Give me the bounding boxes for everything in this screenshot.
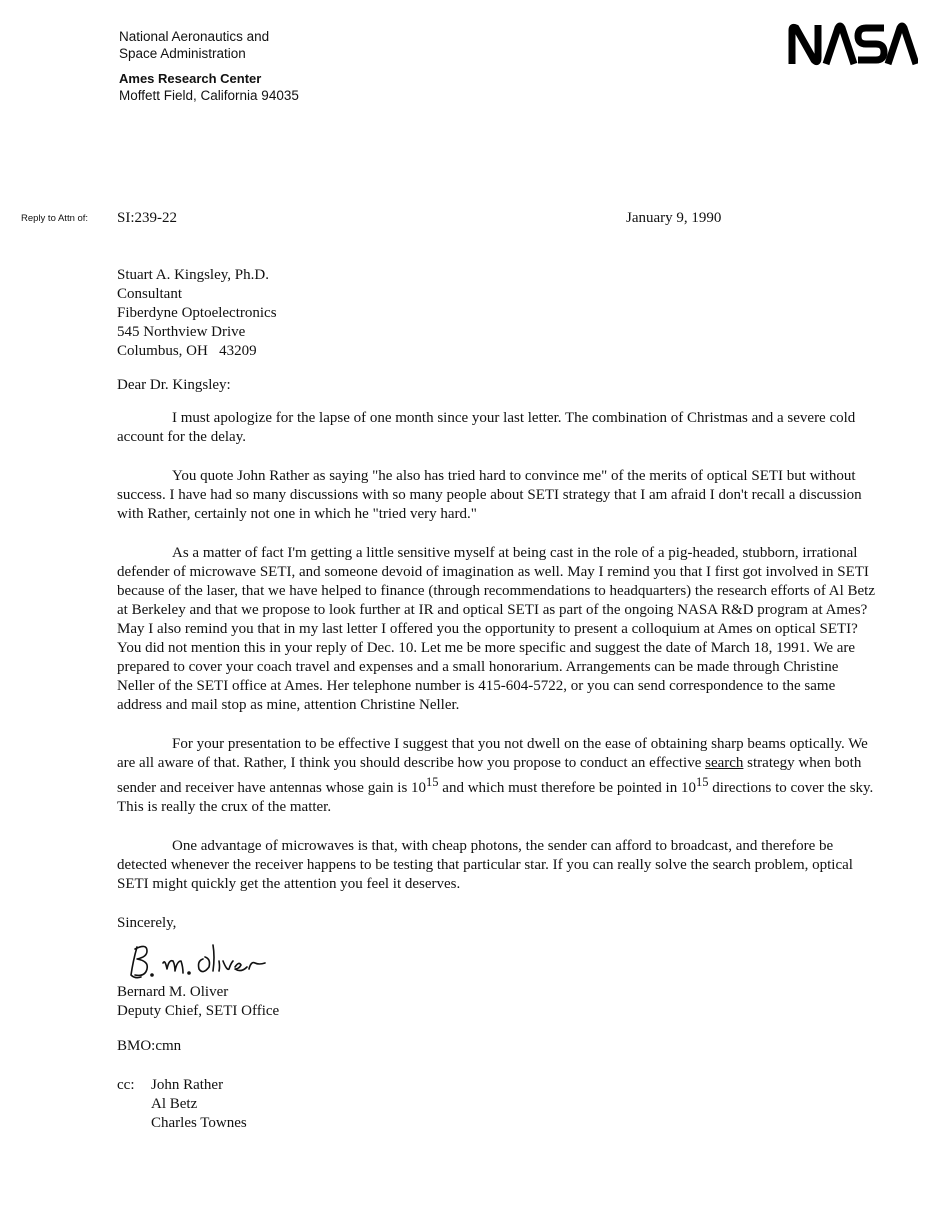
recipient-line: Consultant [117, 286, 183, 302]
recipient-address [117, 266, 877, 361]
agency-name-line1: National Aeronautics and [119, 29, 270, 44]
letter-date: January 9, 1990 [626, 210, 722, 226]
letterhead [119, 28, 299, 104]
handwritten-signature [125, 939, 275, 983]
paragraph-4-text: and which must therefore be pointed in 10 [438, 780, 696, 796]
center-address: Moffett Field, California 94035 [119, 88, 299, 103]
paragraph-4-text: For your presentation to be effective I suggest that you not dwell on the ease of obtaining sharp beams optically. We are all aware of that. Rather, I think you should describe how you propose to conduct an effective [117, 736, 868, 771]
cc-names [151, 1076, 247, 1133]
paragraph-3: As a matter of fact I'm getting a little sensitive myself at being cast in the role of a pig-headed, stubborn, irrational defender of microwave SETI, and someone devoid of imagination as well. May I remind you that I first got involved in SETI because of the laser, that we have helped to finance (through recommendations to headquarters) the research efforts of Al Betz at Berkeley and that we propose to look further at IR and optical SETI as part of the ongoing NASA R&D program at Ames? May I also remind you that in my last letter I offered you the opportunity to present a colloquium at Ames on optical SETI? You did not mention this in your reply of Dec. 10. Let me be more specific and suggest the date of March 18, 1991. We are prepared to cover your coach travel and expenses and a small honorarium. Arrangements can be made through Christine Neller of the SETI office at Ames. Her telephone number is 415-604-5722, or you can send correspondence to the same address and mail stop as mine, attention Christine Neller. [117, 545, 875, 713]
cc-name: Al Betz [151, 1096, 198, 1112]
paragraph-2: You quote John Rather as saying "he also has tried hard to convince me" of the merits of optical SETI but without success. I have had so many discussions with so many people about SETI strategy that I am afraid I don't recall a discussion with Rather, certainly not one in which he "tried very hard." [117, 468, 862, 522]
recipient-line: Stuart A. Kingsley, Ph.D. [117, 267, 269, 283]
recipient-line: Columbus, OH 43209 [117, 343, 257, 359]
paragraph-4-text: directions to cover the sky. This is really the crux of the matter. [117, 780, 874, 815]
paragraph-4-text: strategy when both sender and receiver have antennas whose gain is 10 [117, 755, 862, 796]
underlined-word: search [705, 755, 744, 771]
exponent: 15 [695, 775, 709, 789]
cc-label: cc: [117, 1077, 135, 1093]
letter-body [117, 266, 877, 1133]
cc-name: Charles Townes [151, 1115, 247, 1131]
paragraph-5: One advantage of microwaves is that, with cheap photons, the sender can afford to broadcast, and therefore be detected whenever the receiver happens to be testing that particular star. If you can really solve the search problem, optical SETI might quickly get the attention you feel it deserves. [117, 838, 853, 892]
reply-to-label: Reply to Attn of: [21, 213, 89, 224]
cc-name: John Rather [151, 1077, 224, 1093]
agency-name-line2: Space Administration [119, 46, 246, 61]
signer-title: Deputy Chief, SETI Office [117, 1003, 280, 1019]
recipient-line: 545 Northview Drive [117, 324, 246, 340]
reference-code: SI:239-22 [117, 210, 177, 226]
paragraph-1: I must apologize for the lapse of one month since your last letter. The combination of Christmas and a severe cold account for the delay. [117, 410, 856, 445]
paragraph-4 [117, 735, 877, 817]
signer-name: Bernard M. Oliver [117, 984, 229, 1000]
exponent: 15 [426, 775, 439, 789]
center-name: Ames Research Center [119, 71, 262, 86]
closing: Sincerely, [117, 915, 177, 931]
recipient-line: Fiberdyne Optoelectronics [117, 305, 277, 321]
cc-list [117, 1076, 877, 1133]
signature-block [117, 983, 877, 1021]
typist-initials: BMO:cmn [117, 1038, 182, 1054]
salutation: Dear Dr. Kingsley: [117, 377, 231, 393]
nasa-logo [788, 22, 918, 66]
